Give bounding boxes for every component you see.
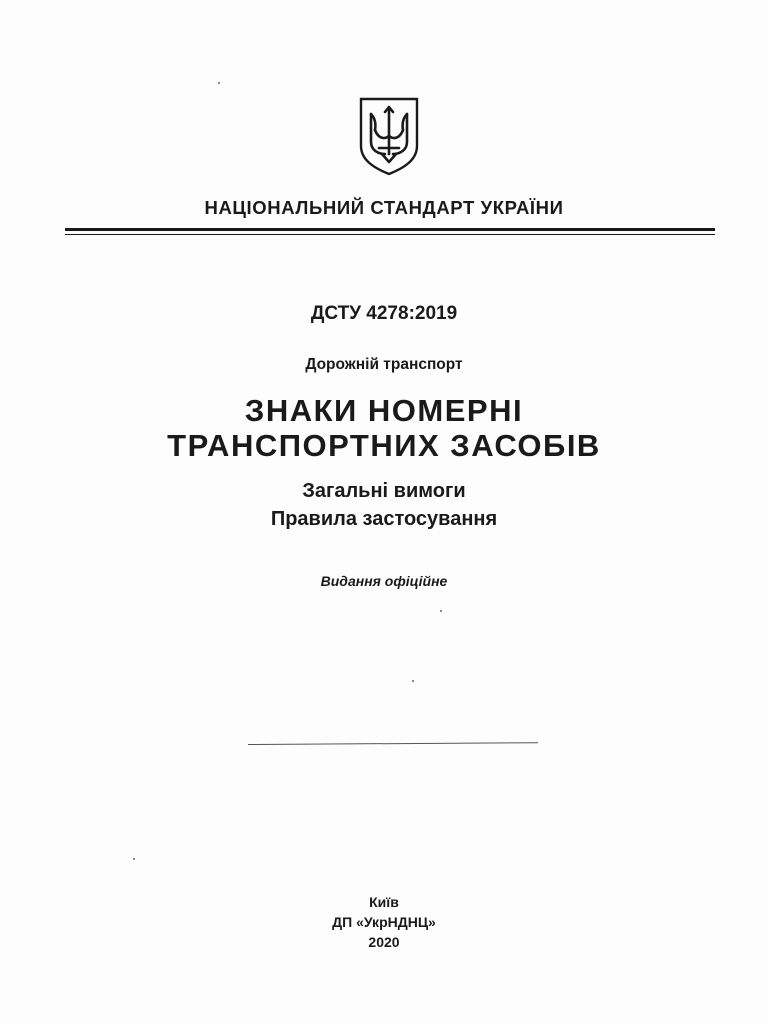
imprint-city: Київ <box>369 894 399 910</box>
edition-note: Видання офіційне <box>320 573 448 589</box>
organization-title: НАЦІОНАЛЬНИЙ СТАНДАРТ УКРАЇНИ <box>204 197 564 218</box>
imprint-publisher: ДП «УкрНДНЦ» <box>332 914 436 930</box>
scan-speck <box>133 858 135 860</box>
document-subtitle-line-2: Правила застосування <box>270 508 498 530</box>
scan-speck <box>218 82 220 84</box>
divider-thick <box>65 228 715 231</box>
document-subtitle-line-1: Загальні вимоги <box>302 480 466 502</box>
scan-speck <box>440 610 442 612</box>
document-title-line-2: ТРАНСПОРТНИХ ЗАСОБІВ <box>167 428 601 463</box>
trident-emblem-icon <box>358 96 420 176</box>
document-title-line-1: ЗНАКИ НОМЕРНІ <box>244 393 524 428</box>
scan-speck <box>412 680 414 682</box>
imprint-year: 2020 <box>368 934 400 950</box>
standard-number: ДСТУ 4278:2019 <box>310 303 458 324</box>
scan-artifact-line <box>248 742 538 745</box>
divider-thin <box>65 234 715 235</box>
subject-area: Дорожній транспорт <box>305 356 463 373</box>
